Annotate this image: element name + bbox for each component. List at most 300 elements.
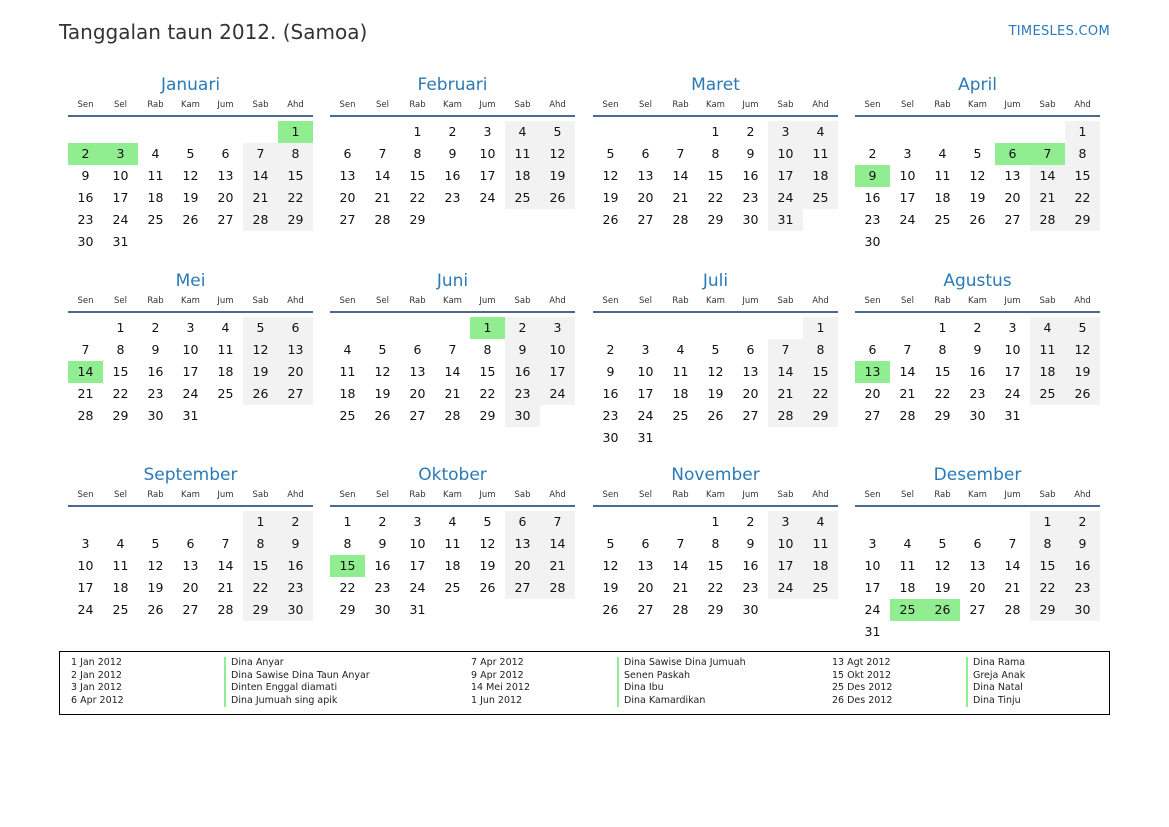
month-name: November <box>671 465 760 485</box>
day-cell: 27 <box>969 602 986 617</box>
day-cell: 12 <box>243 339 278 361</box>
day-cell: 18 <box>899 580 916 595</box>
day-cell: 16 <box>374 558 391 573</box>
day-cell: 4 <box>1030 317 1065 339</box>
day-cell: 17 <box>1004 364 1021 379</box>
month-name: Maret <box>691 75 740 95</box>
day-cell: 17 <box>768 555 803 577</box>
day-cell: 20 <box>1004 190 1021 205</box>
weekday-label: Ahd <box>549 100 566 110</box>
weekday-label: Rab <box>672 490 689 500</box>
day-cell: 5 <box>606 146 615 161</box>
weekday-label: Sab <box>252 100 269 110</box>
day-cell: 29 <box>934 408 951 423</box>
day-cell: 1 <box>1030 511 1065 533</box>
day-cell: 18 <box>803 165 838 187</box>
day-cell: 19 <box>969 190 986 205</box>
day-cell: 28 <box>217 602 234 617</box>
holiday-name: Greja Anak <box>966 670 1025 683</box>
day-cell: 24 <box>1004 386 1021 401</box>
weekday-label: Jum <box>1004 296 1021 306</box>
day-cell: 18 <box>339 386 356 401</box>
weekday-header <box>855 490 1100 507</box>
day-cell: 8 <box>343 536 352 551</box>
day-cell: 21 <box>540 555 575 577</box>
weekday-label: Kam <box>706 296 725 306</box>
day-cell: 18 <box>112 580 129 595</box>
day-cell: 9 <box>448 146 457 161</box>
day-cell: 4 <box>151 146 160 161</box>
weekday-label: Sel <box>901 296 914 306</box>
weekday-label: Rab <box>409 100 426 110</box>
month-november <box>593 464 838 643</box>
day-cell: 31 <box>1004 408 1021 423</box>
month-desember <box>855 464 1100 643</box>
weekday-label: Kam <box>181 490 200 500</box>
weekday-label: Kam <box>443 296 462 306</box>
month-name: Oktober <box>418 465 487 485</box>
day-cell: 11 <box>147 168 164 183</box>
holiday-date: 1 Jun 2012 <box>471 694 523 706</box>
holiday-date: 7 Apr 2012 <box>471 657 524 668</box>
day-cell: 2 <box>868 146 877 161</box>
day-cell: 23 <box>444 190 461 205</box>
holiday-day-cell: 9 <box>855 165 890 187</box>
day-cell: 7 <box>221 536 230 551</box>
day-cell: 20 <box>182 580 199 595</box>
day-cell: 15 <box>243 555 278 577</box>
holiday-day-cell: 13 <box>855 361 890 383</box>
day-cell: 22 <box>1065 187 1100 209</box>
day-cell: 2 <box>1065 511 1100 533</box>
day-cell: 3 <box>1008 320 1017 335</box>
day-cell: 12 <box>1065 339 1100 361</box>
day-cell: 3 <box>768 121 803 143</box>
day-cell: 23 <box>969 386 986 401</box>
weekday-label: Jum <box>1004 100 1021 110</box>
day-cell: 3 <box>540 317 575 339</box>
holiday-day-cell: 15 <box>330 555 365 577</box>
day-cell: 19 <box>243 361 278 383</box>
day-cell: 16 <box>278 555 313 577</box>
weekday-header <box>855 100 1100 117</box>
day-cell: 15 <box>409 168 426 183</box>
weekday-label: Sab <box>777 100 794 110</box>
month-name: Juli <box>702 271 729 291</box>
day-cell: 25 <box>147 212 164 227</box>
weekday-label: Sel <box>639 100 652 110</box>
day-cell: 22 <box>707 580 724 595</box>
day-cell: 25 <box>803 577 838 599</box>
day-cell: 21 <box>1004 580 1021 595</box>
day-cell: 28 <box>768 405 803 427</box>
day-cell: 30 <box>147 408 164 423</box>
day-cell: 16 <box>77 190 94 205</box>
day-cell: 12 <box>374 364 391 379</box>
day-cell: 20 <box>969 580 986 595</box>
day-cell: 13 <box>217 168 234 183</box>
month-name: Februari <box>417 75 488 95</box>
weekday-label: Jum <box>1004 490 1021 500</box>
weekday-label: Jum <box>479 490 496 500</box>
day-cell: 21 <box>1030 187 1065 209</box>
day-cell: 1 <box>711 124 720 139</box>
day-cell: 24 <box>540 383 575 405</box>
day-cell: 23 <box>374 580 391 595</box>
day-cell: 27 <box>217 212 234 227</box>
day-cell: 1 <box>1065 121 1100 143</box>
day-cell: 20 <box>278 361 313 383</box>
day-cell: 17 <box>409 558 426 573</box>
day-cell: 24 <box>479 190 496 205</box>
day-cell: 7 <box>768 339 803 361</box>
weekday-label: Sen <box>864 490 881 500</box>
weekday-label: Ahd <box>812 490 829 500</box>
month-mei <box>68 270 313 449</box>
day-cell: 4 <box>803 121 838 143</box>
day-cell: 7 <box>243 143 278 165</box>
day-cell: 1 <box>116 320 125 335</box>
day-cell: 16 <box>147 364 164 379</box>
day-cell: 23 <box>742 190 759 205</box>
weekday-label: Sab <box>514 490 531 500</box>
month-name: September <box>143 465 238 485</box>
month-name: April <box>958 75 997 95</box>
day-cell: 23 <box>505 383 540 405</box>
day-cell: 25 <box>934 212 951 227</box>
day-cell: 12 <box>479 536 496 551</box>
weekday-label: Ahd <box>1074 296 1091 306</box>
month-februari <box>330 74 575 253</box>
day-cell: 16 <box>505 361 540 383</box>
weekday-label: Sen <box>602 490 619 500</box>
day-cell: 11 <box>112 558 129 573</box>
day-cell: 18 <box>505 165 540 187</box>
day-cell: 13 <box>339 168 356 183</box>
weekday-label: Kam <box>443 100 462 110</box>
day-cell: 13 <box>637 558 654 573</box>
holiday-name: Dina Jumuah sing apik <box>224 695 337 708</box>
day-cell: 22 <box>112 386 129 401</box>
day-cell: 7 <box>448 342 457 357</box>
day-cell: 9 <box>973 342 982 357</box>
day-cell: 9 <box>746 146 755 161</box>
day-cell: 18 <box>444 558 461 573</box>
day-cell: 16 <box>742 558 759 573</box>
day-cell: 12 <box>540 143 575 165</box>
day-cell: 28 <box>899 408 916 423</box>
weekday-label: Ahd <box>287 296 304 306</box>
weekday-label: Sel <box>114 490 127 500</box>
day-cell: 20 <box>409 386 426 401</box>
day-cell: 16 <box>864 190 881 205</box>
holiday-name: Dina Anyar <box>224 657 284 670</box>
day-cell: 15 <box>1065 165 1100 187</box>
day-cell: 1 <box>803 317 838 339</box>
day-cell: 2 <box>151 320 160 335</box>
weekday-label: Rab <box>672 296 689 306</box>
holiday-date: 2 Jan 2012 <box>71 669 122 681</box>
day-cell: 28 <box>77 408 94 423</box>
day-cell: 10 <box>1004 342 1021 357</box>
day-cell: 17 <box>479 168 496 183</box>
day-cell: 15 <box>112 364 129 379</box>
holiday-legend <box>59 651 1110 715</box>
day-cell: 6 <box>343 146 352 161</box>
day-cell: 4 <box>803 511 838 533</box>
day-cell: 5 <box>1065 317 1100 339</box>
day-cell: 19 <box>479 558 496 573</box>
day-cell: 15 <box>934 364 951 379</box>
day-cell: 2 <box>746 514 755 529</box>
day-cell: 3 <box>768 511 803 533</box>
weekday-label: Sab <box>514 296 531 306</box>
day-cell: 22 <box>1030 577 1065 599</box>
weekday-label: Jum <box>217 490 234 500</box>
weekday-label: Rab <box>672 100 689 110</box>
weekday-label: Ahd <box>287 100 304 110</box>
day-cell: 5 <box>938 536 947 551</box>
weekday-label: Sel <box>376 490 389 500</box>
holiday-day-cell: 7 <box>1030 143 1065 165</box>
weekday-label: Sab <box>252 296 269 306</box>
weekday-label: Sen <box>77 490 94 500</box>
day-cell: 11 <box>803 143 838 165</box>
day-cell: 10 <box>540 339 575 361</box>
day-cell: 26 <box>147 602 164 617</box>
day-cell: 25 <box>672 408 689 423</box>
weekday-label: Rab <box>409 490 426 500</box>
day-cell: 13 <box>969 558 986 573</box>
day-cell: 30 <box>278 599 313 621</box>
day-cell: 7 <box>540 511 575 533</box>
day-cell: 25 <box>505 187 540 209</box>
day-cell: 10 <box>479 146 496 161</box>
day-cell: 24 <box>637 408 654 423</box>
day-cell: 2 <box>746 124 755 139</box>
day-cell: 27 <box>409 408 426 423</box>
day-cell: 30 <box>969 408 986 423</box>
holiday-date: 6 Apr 2012 <box>71 694 124 706</box>
day-cell: 15 <box>707 558 724 573</box>
day-cell: 29 <box>803 405 838 427</box>
day-cell: 8 <box>483 342 492 357</box>
day-cell: 31 <box>112 234 129 249</box>
day-cell: 12 <box>707 364 724 379</box>
day-cell: 2 <box>606 342 615 357</box>
day-cell: 8 <box>116 342 125 357</box>
day-cell: 18 <box>934 190 951 205</box>
day-cell: 26 <box>602 212 619 227</box>
day-cell: 12 <box>934 558 951 573</box>
day-cell: 10 <box>77 558 94 573</box>
day-cell: 1 <box>938 320 947 335</box>
day-cell: 26 <box>243 383 278 405</box>
day-cell: 18 <box>1030 361 1065 383</box>
day-cell: 12 <box>602 558 619 573</box>
day-cell: 9 <box>151 342 160 357</box>
weekday-label: Sen <box>77 296 94 306</box>
day-cell: 14 <box>1030 165 1065 187</box>
weekday-label: Ahd <box>287 490 304 500</box>
day-cell: 19 <box>602 580 619 595</box>
day-cell: 16 <box>1065 555 1100 577</box>
holiday-date: 15 Okt 2012 <box>832 669 892 681</box>
day-cell: 14 <box>444 364 461 379</box>
weekday-label: Sel <box>376 296 389 306</box>
day-cell: 22 <box>934 386 951 401</box>
day-cell: 18 <box>803 555 838 577</box>
day-cell: 6 <box>973 536 982 551</box>
day-cell: 2 <box>448 124 457 139</box>
weekday-label: Sen <box>602 296 619 306</box>
weekday-label: Jum <box>217 100 234 110</box>
day-cell: 28 <box>672 212 689 227</box>
day-cell: 29 <box>243 599 278 621</box>
weekday-label: Rab <box>409 296 426 306</box>
day-cell: 7 <box>378 146 387 161</box>
day-cell: 9 <box>1065 533 1100 555</box>
day-cell: 20 <box>339 190 356 205</box>
day-cell: 14 <box>768 361 803 383</box>
day-cell: 15 <box>803 361 838 383</box>
day-cell: 4 <box>343 342 352 357</box>
day-cell: 7 <box>81 342 90 357</box>
day-cell: 8 <box>243 533 278 555</box>
weekday-header <box>330 490 575 507</box>
weekday-label: Jum <box>742 100 759 110</box>
weekday-header <box>593 490 838 507</box>
day-cell: 21 <box>77 386 94 401</box>
day-cell: 11 <box>339 364 356 379</box>
day-cell: 6 <box>868 342 877 357</box>
day-cell: 29 <box>1065 209 1100 231</box>
weekday-label: Rab <box>147 100 164 110</box>
month-september <box>68 464 313 643</box>
day-cell: 9 <box>505 339 540 361</box>
day-cell: 9 <box>746 536 755 551</box>
day-cell: 20 <box>217 190 234 205</box>
day-cell: 25 <box>217 386 234 401</box>
day-cell: 6 <box>641 536 650 551</box>
holiday-date: 25 Des 2012 <box>832 682 893 694</box>
holiday-name: Dina Sawise Dina Jumuah <box>617 657 746 670</box>
day-cell: 29 <box>707 212 724 227</box>
weekday-label: Kam <box>181 100 200 110</box>
day-cell: 11 <box>217 342 234 357</box>
day-cell: 19 <box>540 165 575 187</box>
day-cell: 11 <box>505 143 540 165</box>
day-cell: 22 <box>278 187 313 209</box>
day-cell: 29 <box>278 209 313 231</box>
holiday-name: Dina Natal <box>966 682 1023 695</box>
holiday-date: 3 Jan 2012 <box>71 682 122 694</box>
day-cell: 15 <box>707 168 724 183</box>
day-cell: 10 <box>637 364 654 379</box>
weekday-label: Kam <box>968 490 987 500</box>
month-januari <box>68 74 313 253</box>
day-cell: 15 <box>278 165 313 187</box>
day-cell: 27 <box>637 212 654 227</box>
day-cell: 18 <box>217 364 234 379</box>
day-cell: 4 <box>221 320 230 335</box>
holiday-date: 9 Apr 2012 <box>471 669 524 681</box>
day-cell: 24 <box>409 580 426 595</box>
day-cell: 25 <box>444 580 461 595</box>
day-cell: 5 <box>540 121 575 143</box>
day-cell: 10 <box>112 168 129 183</box>
day-cell: 8 <box>803 339 838 361</box>
weekday-header <box>68 100 313 117</box>
month-oktober <box>330 464 575 643</box>
day-cell: 8 <box>1030 533 1065 555</box>
holiday-date: 14 Mei 2012 <box>471 682 530 694</box>
day-cell: 10 <box>864 558 881 573</box>
day-cell: 28 <box>444 408 461 423</box>
day-cell: 27 <box>339 212 356 227</box>
day-cell: 7 <box>676 536 685 551</box>
day-cell: 18 <box>672 386 689 401</box>
day-cell: 9 <box>278 533 313 555</box>
day-cell: 30 <box>742 602 759 617</box>
weekday-label: Kam <box>181 296 200 306</box>
day-cell: 1 <box>343 514 352 529</box>
day-cell: 26 <box>707 408 724 423</box>
weekday-label: Kam <box>968 296 987 306</box>
day-cell: 11 <box>803 533 838 555</box>
weekday-header <box>68 490 313 507</box>
day-cell: 24 <box>864 602 881 617</box>
weekday-label: Rab <box>934 100 951 110</box>
day-cell: 6 <box>186 536 195 551</box>
day-cell: 19 <box>182 190 199 205</box>
day-cell: 4 <box>116 536 125 551</box>
day-cell: 21 <box>899 386 916 401</box>
day-cell: 12 <box>182 168 199 183</box>
day-cell: 26 <box>479 580 496 595</box>
day-cell: 17 <box>637 386 654 401</box>
holiday-day-cell: 6 <box>995 143 1030 165</box>
month-maret <box>593 74 838 253</box>
weekday-label: Kam <box>706 490 725 500</box>
day-cell: 2 <box>973 320 982 335</box>
month-agustus <box>855 270 1100 449</box>
weekday-header <box>855 296 1100 313</box>
day-cell: 30 <box>1065 599 1100 621</box>
day-cell: 14 <box>540 533 575 555</box>
holiday-date: 1 Jan 2012 <box>71 657 122 668</box>
site-link[interactable]: TIMESLES.COM <box>1008 24 1110 39</box>
day-cell: 1 <box>243 511 278 533</box>
day-cell: 21 <box>374 190 391 205</box>
day-cell: 9 <box>378 536 387 551</box>
day-cell: 26 <box>1065 383 1100 405</box>
weekday-label: Jum <box>217 296 234 306</box>
day-cell: 27 <box>278 383 313 405</box>
day-cell: 18 <box>147 190 164 205</box>
day-cell: 10 <box>409 536 426 551</box>
weekday-label: Ahd <box>812 100 829 110</box>
weekday-label: Kam <box>443 490 462 500</box>
weekday-label: Sab <box>1039 490 1056 500</box>
day-cell: 6 <box>505 511 540 533</box>
day-cell: 28 <box>243 209 278 231</box>
day-cell: 5 <box>483 514 492 529</box>
day-cell: 5 <box>973 146 982 161</box>
holiday-day-cell: 25 <box>890 599 925 621</box>
weekday-label: Sen <box>339 490 356 500</box>
day-cell: 26 <box>540 187 575 209</box>
